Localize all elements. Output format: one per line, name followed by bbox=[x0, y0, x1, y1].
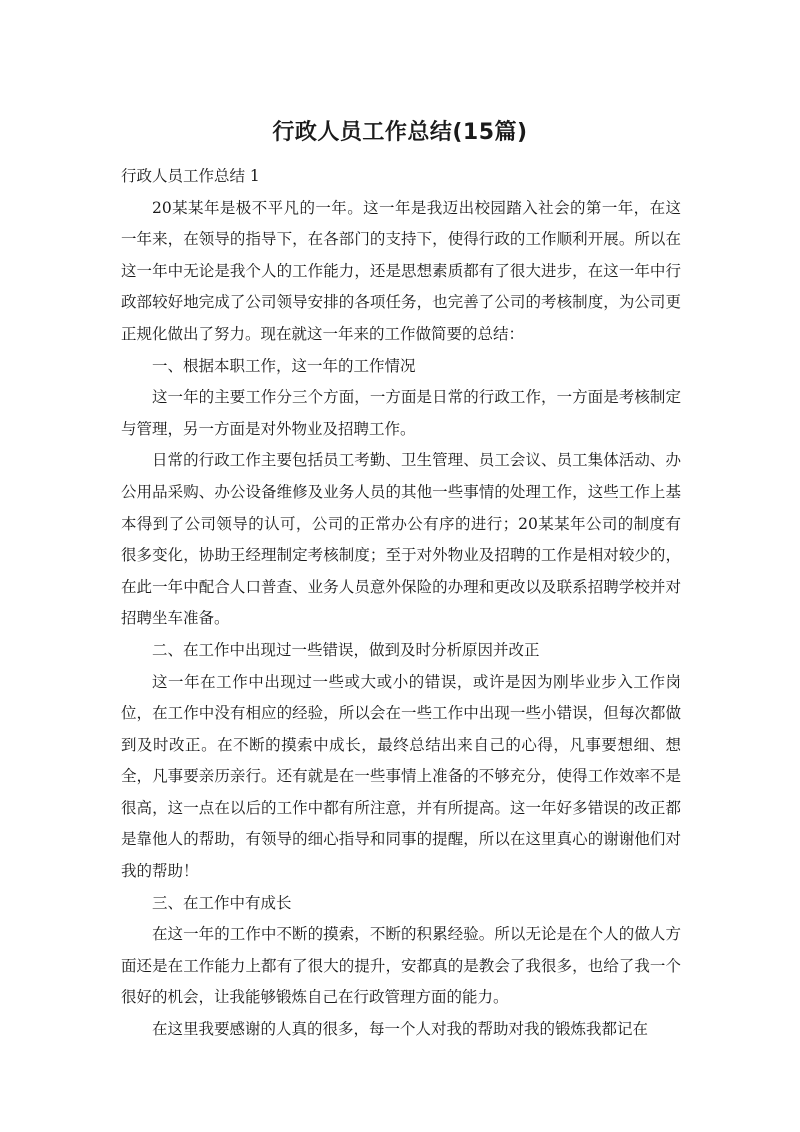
subheading-errors: 二、在工作中出现过一些错误，做到及时分析原因并改正 bbox=[152, 640, 540, 659]
paragraph-intro: 20某某年是极不平凡的一年。这一年是我迈出校园踏入社会的第一年，在这一年来，在领导的指导下，在各部门的支持下，使得行政的工作顺利开展。所以在这一年中无论是我个人的工作能力，还是思想素质都有了很大进步，在这一年中行政部较好地完成了公司领导安排的各项任务，也完善了公司的考核制度，为公司更正规化做出了努力。现在就这一年来的工作做简要的总结： bbox=[121, 198, 681, 343]
subheading-growth: 三、在工作中有成长 bbox=[152, 893, 292, 912]
document-body bbox=[121, 161, 681, 1046]
paragraph-thanks: 在这里我要感谢的人真的很多，每一个人对我的帮助对我的锻炼我都记在 bbox=[152, 1020, 649, 1039]
paragraph-daily-admin: 日常的行政工作主要包括员工考勤、卫生管理、员工会议、员工集体活动、办公用品采购、办公设备维修及业务人员的其他一些事情的处理工作，这些工作上基本得到了公司领导的认可，公司的正常办公有序的进行；20某某年公司的制度有很多变化，协助王经理制定考核制度；至于对外物业及招聘的工作是相对较少的，在此一年中配合人口普查、业务人员意外保险的办理和更改以及联系招聘学校并对招聘坐车准备。 bbox=[121, 451, 681, 628]
paragraph-growth: 在这一年的工作中不断的摸索，不断的积累经验。所以无论是在个人的做人方面还是在工作能力上都有了很大的提升，安都真的是教会了我很多，也给了我一个很好的机会，让我能够锻炼自己在行政管理方面的能力。 bbox=[121, 925, 681, 1007]
subheading-duties: 一、根据本职工作，这一年的工作情况 bbox=[152, 356, 416, 375]
section-heading: 行政人员工作总结 1 bbox=[121, 167, 260, 185]
paragraph-errors: 这一年在工作中出现过一些或大或小的错误，或许是因为刚毕业步入工作岗位，在工作中没有相应的经验，所以会在一些工作中出现一些小错误，但每次都做到及时改正。在不断的摸索中成长，最终总结出来自己的心得，凡事要想细、想全，凡事要亲历亲行。还有就是在一些事情上准备的不够充分，使得工作效率不是很高，这一点在以后的工作中都有所注意，并有所提高。这一年好多错误的改正都是靠他人的帮助，有领导的细心指导和同事的提醒，所以在这里真心的谢谢他们对我的帮助！ bbox=[121, 672, 681, 881]
document-title: 行政人员工作总结(15篇) bbox=[272, 120, 528, 145]
paragraph-main-work: 这一年的主要工作分三个方面，一方面是日常的行政工作，一方面是考核制定与管理，另一方面是对外物业及招聘工作。 bbox=[121, 388, 681, 438]
